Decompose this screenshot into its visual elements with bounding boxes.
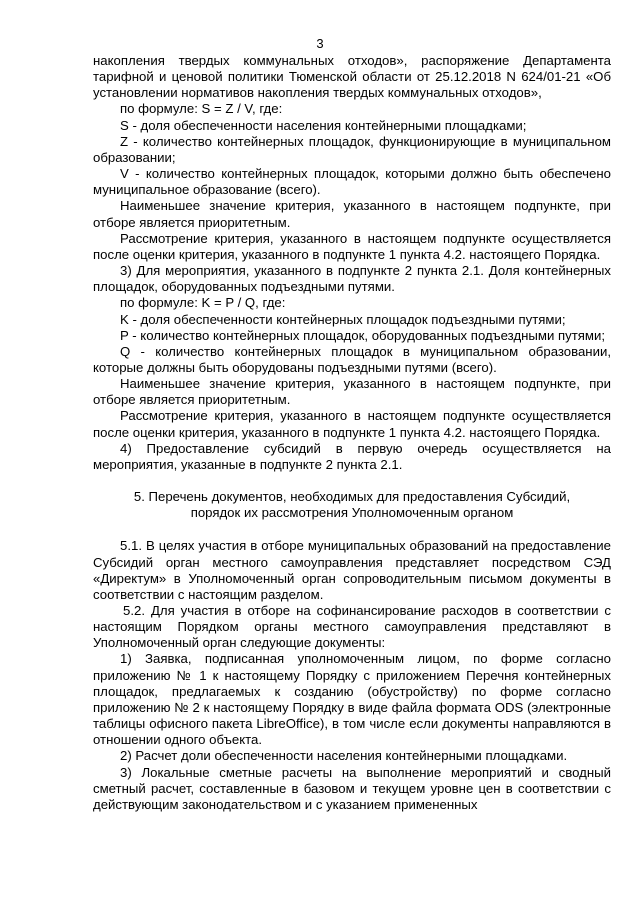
paragraph: по формуле: S = Z / V, где: xyxy=(120,101,283,117)
paragraph: 2) Расчет доли обеспеченности населения контейнерными площадками. xyxy=(120,748,568,764)
section-heading-line-2: порядок их рассмотрения Уполномоченным органом xyxy=(190,505,514,521)
document-body xyxy=(93,53,611,813)
paragraph: Рассмотрение критерия, указанного в настоящем подпункте осуществляется после оценки критерия, указанного в подпункте 1 пункта 4.2. настоящего Порядка. xyxy=(93,408,611,440)
paragraph: 3) Локальные сметные расчеты на выполнение мероприятий и сводный сметный расчет, составленные в базовом и текущем уровне цен в соответствии с действующим законодательством и с указанием примененных xyxy=(93,764,611,812)
paragraph: 3) Для мероприятия, указанного в подпункте 2 пункта 2.1. Доля контейнерных площадок, оборудованных подъездными путями. xyxy=(93,263,611,295)
paragraph: V - количество контейнерных площадок, которыми должно быть обеспечено муниципальное образование (всего). xyxy=(93,166,611,198)
paragraph: Z - количество контейнерных площадок, функционирующие в муниципальном образовании; xyxy=(93,133,611,165)
paragraph: по формуле: K = P / Q, где: xyxy=(120,295,286,311)
paragraph: накопления твердых коммунальных отходов», распоряжение Департамента тарифной и ценовой политики Тюменской области от 25.12.2018 N 624/01-21 «Об установлении нормативов накопления твердых коммунальных отходов», xyxy=(93,53,611,101)
paragraph: Рассмотрение критерия, указанного в настоящем подпункте осуществляется после оценки критерия, указанного в подпункте 1 пункта 4.2. настоящего Порядка. xyxy=(93,230,611,262)
paragraph: 1) Заявка, подписанная уполномоченным лицом, по форме согласно приложению № 1 к настоящему Порядку с приложением Перечня контейнерных площадок, предлагаемых к созданию (обустройству) по форме согласно приложению № 2 к настоящему Порядку в виде файла формата ODS (электронные таблицы офисного пакета LibreOffice), в том числе если документы направляются в отношении одного объекта. xyxy=(93,651,611,748)
page-number: 3 xyxy=(316,36,324,51)
paragraph: K - доля обеспеченности контейнерных площадок подъездными путями; xyxy=(120,311,566,327)
paragraph: P - количество контейнерных площадок, оборудованных подъездными путями; xyxy=(120,327,606,343)
paragraph: Наименьшее значение критерия, указанного в настоящем подпункте, при отборе является приоритетным. xyxy=(93,198,611,230)
paragraph: 5.2. Для участия в отборе на софинансирование расходов в соответствии с настоящим Порядком органы местного самоуправления представляют в Уполномоченный орган следующие документы: xyxy=(93,603,611,651)
paragraph: 4) Предоставление субсидий в первую очередь осуществляется на мероприятия, указанные в подпункте 2 пункта 2.1. xyxy=(93,440,611,472)
paragraph: Наименьшее значение критерия, указанного в настоящем подпункте, при отборе является приоритетным. xyxy=(93,376,611,408)
paragraph: Q - количество контейнерных площадок в муниципальном образовании, которые должны быть оборудованы подъездными путями (всего). xyxy=(93,343,611,375)
paragraph: S - доля обеспеченности населения контейнерными площадками; xyxy=(120,117,527,133)
section-heading-line-1: 5. Перечень документов, необходимых для предоставления Субсидий, xyxy=(133,489,571,505)
paragraph: 5.1. В целях участия в отборе муниципальных образований на предоставление Субсидий орган местного самоуправления представляет посредством СЭД «Директум» в Уполномоченный орган сопроводительным письмом документы в соответствии с настоящим разделом. xyxy=(93,538,611,602)
